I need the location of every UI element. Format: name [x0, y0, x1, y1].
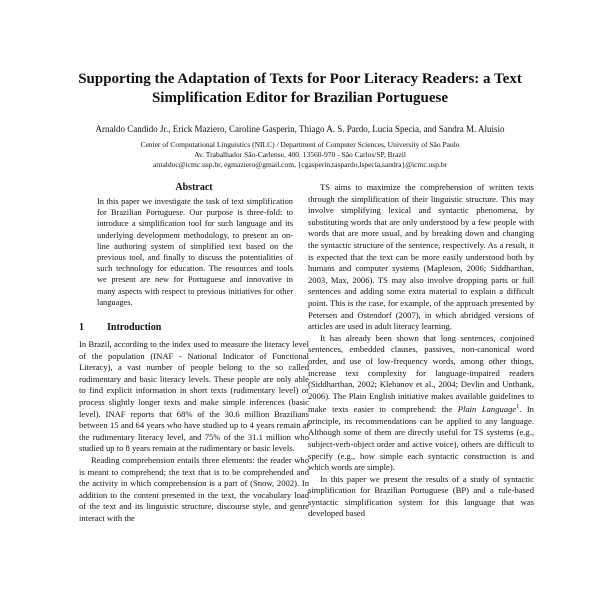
section-heading-introduction [79, 322, 309, 333]
right-column [308, 182, 534, 520]
plain-language-term: Plain Language [457, 404, 517, 415]
affiliation-emails: arnaldoc@icmc.usp.br, egmaziero@gmail.com, {cgasperin,taspardo,lspecia,sandra}@icmc.usp.br [152, 160, 448, 169]
abstract-text: In this paper we investigate the task of text simplification for Brazilian Portuguese. Our purpose is three-fold: to introduce a simplification tool for such language and its underlying development methodology, to present an on-line authoring system of simplified text based on the previous tool, and finally to discuss the potentialities of such technology for education. The resources and tools we present are new for Portuguese and innovative in many aspects with respect to previous initiatives for other languages. [97, 197, 293, 307]
right-paragraph-2-end: . In principle, its recommendations can be applied to any language. Although some of them are directly useful for TS systems (e.g., subject-verb-object order and active voice), others are difficult to specify (e.g., how simple each syntactic construction is and which words are simple). [308, 404, 534, 473]
abstract-heading: Abstract [175, 182, 213, 193]
right-paragraph-2 [308, 333, 534, 474]
footnote-marker: 1 [516, 404, 520, 411]
intro-paragraph-2: Reading comprehension entails three elements: the reader who is meant to comprehend; the text that is to be comprehended and the activity in which comprehension is a part of (Snow, 2002). In addition to the content presented in the text, the vocabulary load of the text and its linguistic structure, discourse style, and genre interact with the [79, 454, 309, 523]
left-column [79, 182, 309, 525]
paper-authors: Arnaldo Candido Jr., Erick Maziero, Caroline Gasperin, Thiago A. S. Pardo, Lucia Specia, and Sandra M. Aluisio [95, 124, 505, 134]
paper-title: Supporting the Adaptation of Texts for Poor Literacy Readers: a Text Simplification Editor for Brazilian Portuguese [78, 71, 522, 106]
intro-paragraph-1: In Brazil, according to the index used to measure the literacy level of the population (INAF - National Indicator of Functional Literacy), a vast number of people belong to the so called rudimentary and basic literacy levels. These people are only able to find explicit information in short texts (rudimentary level) or process slightly longer texts and make simple inferences (basic level). INAF reports that 68% of the 30.6 million Brazilians between 15 and 64 years who have studied up to 4 years remain at the rudimentary literacy level, and 75% of the 31.1 million who studied up to 8 years remain at the rudimentary or basic levels. [79, 339, 309, 454]
right-paragraph-3: In this paper we present the results of a study of syntactic simplification for Brazilian Portuguese (BP) and a rule-based syntactic simplification system for this language that was developed based [308, 473, 534, 519]
affiliation-line-1: Center of Computational Linguistics (NILC) / Department of Computer Sciences, University of São Paulo [140, 140, 460, 149]
affiliation-line-2: Av. Trabalhador São-Carlense, 400. 13560-970 - São Carlos/SP, Brazil [194, 150, 406, 159]
section-number: 1 [79, 322, 84, 334]
affiliation [60, 140, 540, 170]
section-title: Introduction [107, 322, 162, 334]
right-paragraph-2-start: It has already been shown that long sentences, conjoined sentences, embedded clauses, passives, non-canonical word order, and use of low-frequency words, among other things, increase text complexity for language-impaired readers (Siddharthan, 2002; Klebanov et al., 2004; Devlin and Unthank, 2006). The Plain English initiative makes available guidelines to make texts easier to comprehend: the [308, 332, 534, 415]
right-paragraph-1: TS aims to maximize the comprehension of written texts through the simplification of their linguistic structure. This may involve simplifying lexical and syntactic phenomena, by substituting words that are only understood by a few people with words that are more usual, and by breaking down and changing the syntactic structure of the sentence, respectively. As a result, it is expected that the text can be more easily understood both by humans and computer systems (Mapleson, 2006; Siddharthan, 2003, Max, 2006). TS may also involve dropping parts or full sentences and adding some extra material to explain a difficult point. This is the case, for example, of the approach presented by Petersen and Ostendorf (2007), in which abridged versions of articles are used in adult literacy learning. [308, 182, 534, 332]
